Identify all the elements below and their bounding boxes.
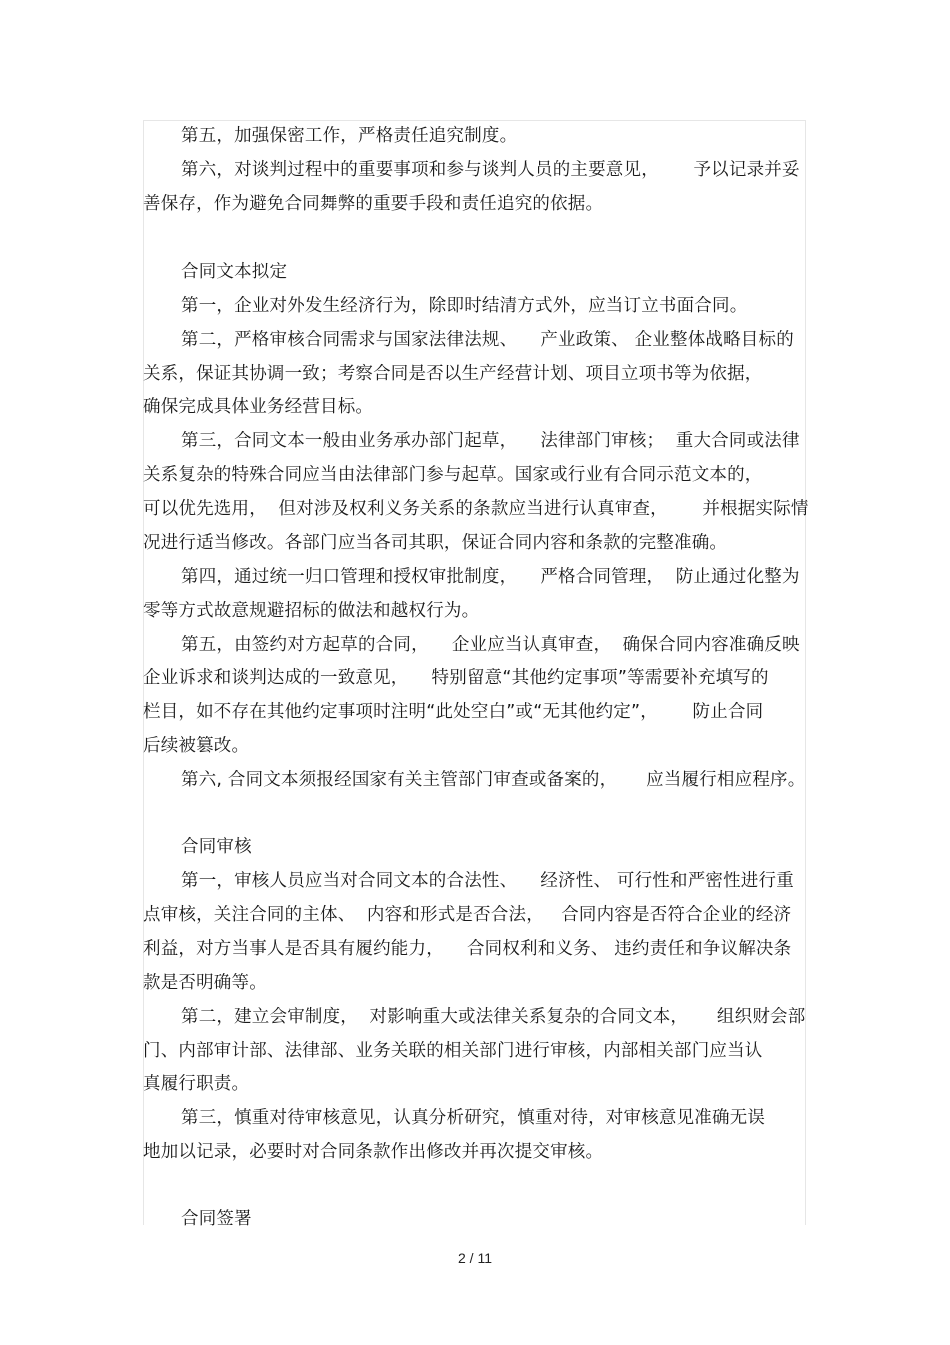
paragraph-line: 第三，慎重对待审核意见，认真分析研究，慎重对待，对审核意见准确无误 bbox=[181, 1108, 766, 1128]
paragraph-line: 关系复杂的特殊合同应当由法律部门参与起草。国家或行业有合同示范文本的， bbox=[143, 465, 763, 485]
paragraph-line: 第五，由签约对方起草的合同， 企业应当认真审查， 确保合同内容准确反映 bbox=[181, 635, 800, 655]
paragraph-line: 第四，通过统一归口管理和授权审批制度， 严格合同管理， 防止通过化整为 bbox=[181, 567, 800, 587]
paragraph-line: 第三，合同文本一般由业务承办部门起草， 法律部门审核； 重大合同或法律 bbox=[181, 431, 800, 451]
paragraph-line: 零等方式故意规避招标的做法和越权行为。 bbox=[143, 601, 480, 621]
section-heading: 合同文本拟定 bbox=[181, 262, 288, 282]
paragraph-line: 第六, 合同文本须报经国家有关主管部门审查或备案的， 应当履行相应程序。 bbox=[181, 770, 806, 790]
paragraph-line: 第二，建立会审制度， 对影响重大或法律关系复杂的合同文本， 组织财会部 bbox=[181, 1007, 806, 1027]
paragraph-line: 况进行适当修改。各部门应当各司其职，保证合同内容和条款的完整准确。 bbox=[143, 533, 728, 553]
paragraph-line: 栏目，如不存在其他约定事项时注明“此处空白”或“无其他约定”， 防止合同 bbox=[143, 702, 764, 722]
paragraph-line: 门、内部审计部、法律部、业务关联的相关部门进行审核，内部相关部门应当认 bbox=[143, 1041, 763, 1061]
paragraph-line: 第二，严格审核合同需求与国家法律法规、 产业政策、 企业整体战略目标的 bbox=[181, 330, 794, 350]
paragraph-line: 第五，加强保密工作，严格责任追究制度。 bbox=[181, 126, 518, 146]
paragraph-line: 款是否明确等。 bbox=[143, 973, 267, 993]
section-heading: 合同审核 bbox=[181, 837, 252, 857]
paragraph-line: 企业诉求和谈判达成的一致意见， 特别留意“其他约定事项”等需要补充填写的 bbox=[143, 668, 769, 688]
page-number: 2 / 11 bbox=[458, 1250, 492, 1266]
paragraph-line: 后续被篡改。 bbox=[143, 736, 250, 756]
paragraph-line: 点审核，关注合同的主体、 内容和形式是否合法， 合同内容是否符合企业的经济 bbox=[143, 905, 792, 925]
paragraph-line: 确保完成具体业务经营目标。 bbox=[143, 397, 374, 417]
paragraph-line: 真履行职责。 bbox=[143, 1074, 250, 1094]
section-heading: 合同签署 bbox=[181, 1209, 252, 1229]
paragraph-line: 第一，审核人员应当对合同文本的合法性、 经济性、 可行性和严密性进行重 bbox=[181, 871, 794, 891]
paragraph-line: 地加以记录，必要时对合同条款作出修改并再次提交审核。 bbox=[143, 1142, 604, 1162]
paragraph-line: 第一，企业对外发生经济行为，除即时结清方式外，应当订立书面合同。 bbox=[181, 296, 748, 316]
paragraph-line: 第六，对谈判过程中的重要事项和参与谈判人员的主要意见， 予以记录并妥 bbox=[181, 160, 800, 180]
paragraph-line: 可以优先选用， 但对涉及权利义务关系的条款应当进行认真审查， 并根据实际情 bbox=[143, 499, 809, 519]
paragraph-line: 善保存，作为避免合同舞弊的重要手段和责任追究的依据。 bbox=[143, 194, 604, 214]
paragraph-line: 利益，对方当事人是否具有履约能力， 合同权利和义务、 违约责任和争议解决条 bbox=[143, 939, 792, 959]
paragraph-line: 关系，保证其协调一致；考察合同是否以生产经营计划、项目立项书等为依据， bbox=[143, 364, 763, 384]
